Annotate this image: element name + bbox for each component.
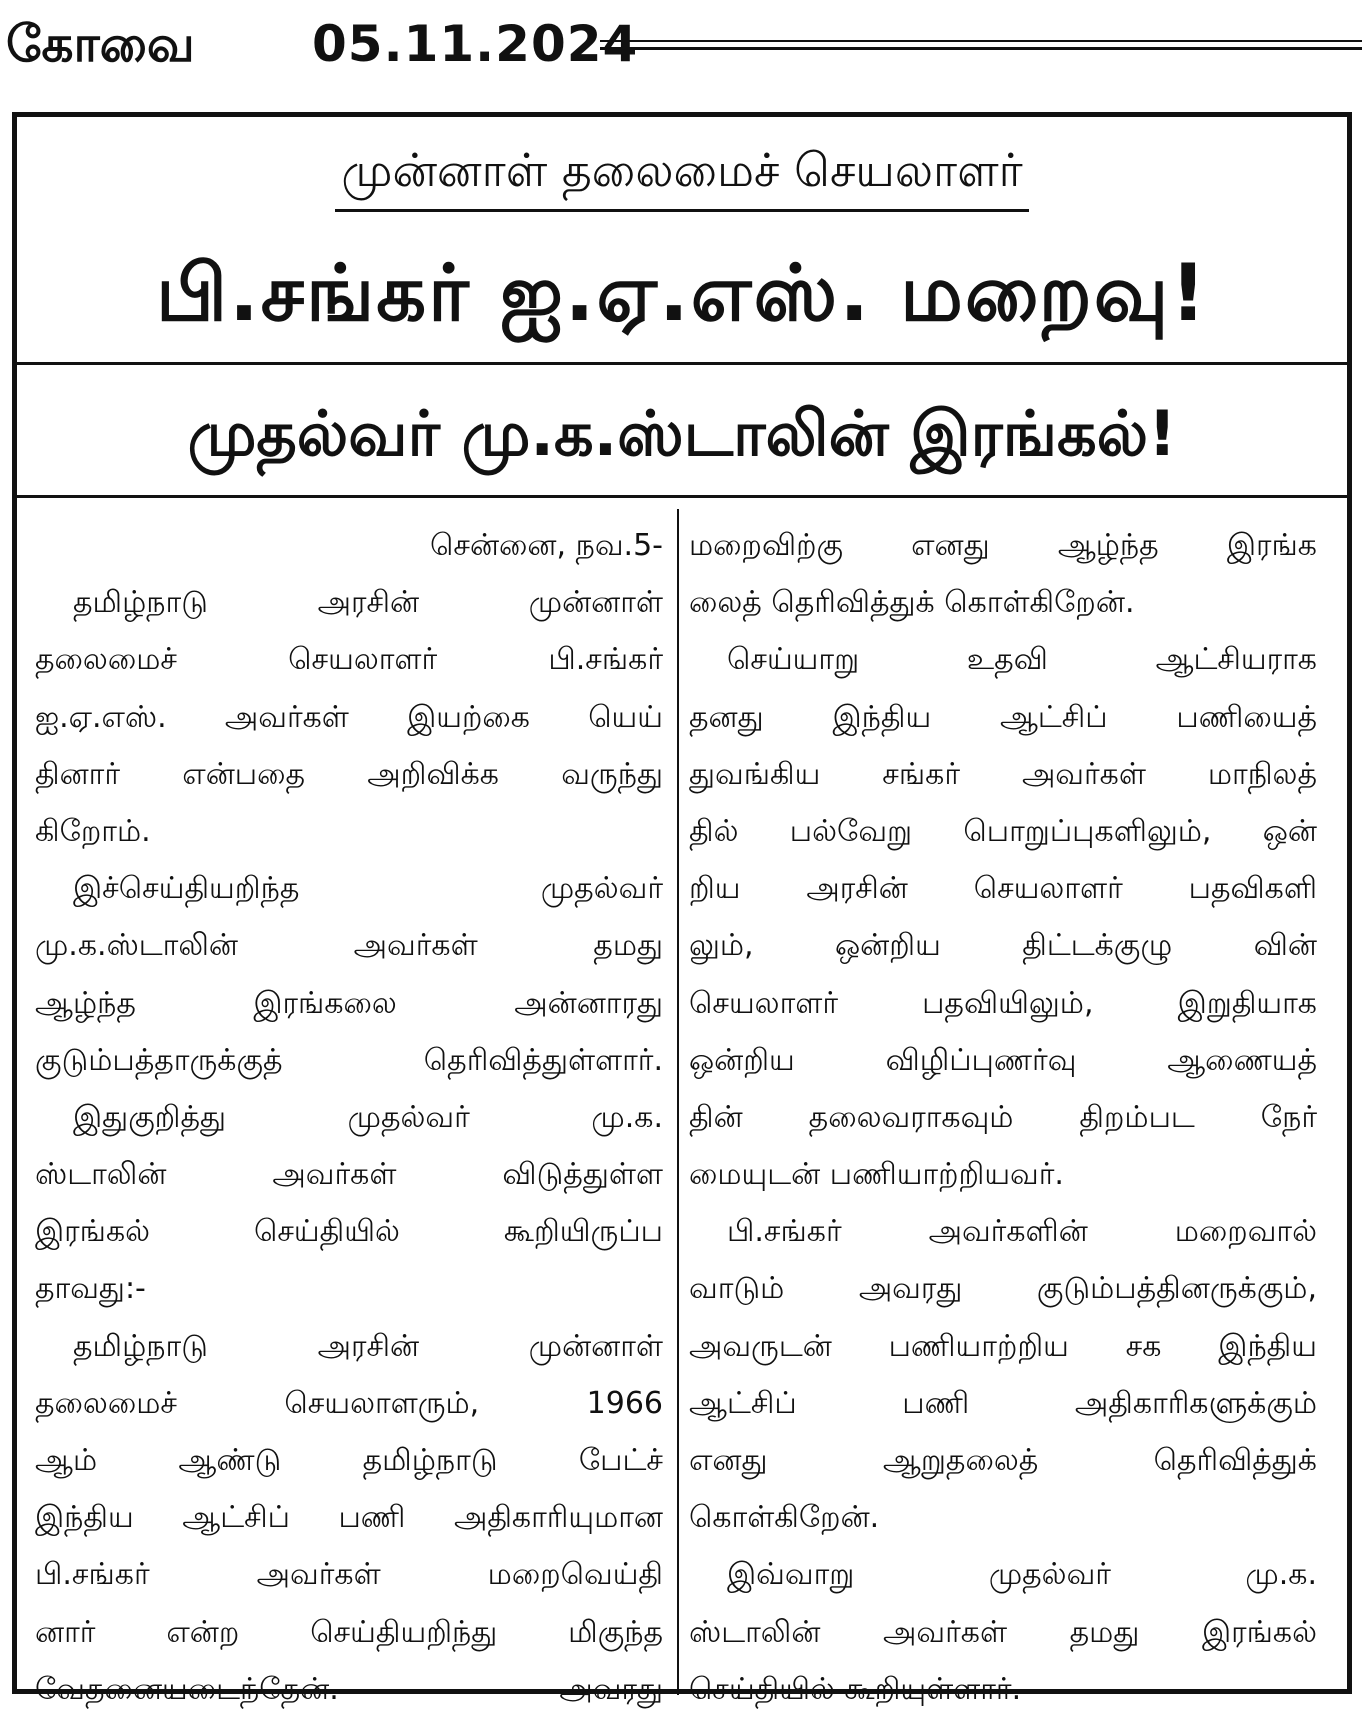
article-kicker [17,137,1347,212]
body-line: ஆழ்ந்த இரங்கலை அன்னாரது [35,985,663,1021]
body-line: மறைவிற்கு எனது ஆழ்ந்த இரங்க [689,528,1317,563]
headline-divider [17,362,1347,365]
body-line: கிறோம். [35,813,151,849]
body-line: இரங்கல் செய்தியில் கூறியிருப்ப [35,1214,663,1250]
body-line: கொள்கிறேன். [689,1500,880,1536]
left-column [35,517,663,1718]
body-line: ஆட்சிப் பணி அதிகாரிகளுக்கும் [689,1385,1317,1421]
body-line: பி.சங்கர் அவர்களின் மறைவால் [727,1214,1317,1250]
body-line: தினார் என்பதை அறிவிக்க வருந்து [35,756,663,792]
body-line: தின் தலைவராகவும் திறம்பட நேர் [689,1099,1317,1135]
column-divider [677,509,679,1695]
right-column [689,517,1317,1718]
body-line: தலைமைச் செயலாளர் பி.சங்கர் [35,642,663,678]
body-line: வாடும் அவரது குடும்பத்தினருக்கும், [689,1271,1317,1307]
body-line: எனது ஆறுதலைத் தெரிவித்துக் [689,1443,1317,1478]
body-line: தாவது:- [35,1271,146,1307]
masthead-rule [600,40,1362,50]
kicker-text: முன்னாள் தலைமைச் செயலாளர் [335,137,1028,212]
body-line: இதுகுறித்து முதல்வர் மு.க. [73,1099,663,1135]
body-line: இவ்வாறு முதல்வர் மு.க. [727,1557,1317,1593]
body-line: செயலாளர் பதவியிலும், இறுதியாக [689,985,1317,1021]
body-line: ஸ்டாலின் அவர்கள் விடுத்துள்ள [35,1157,663,1193]
body-line: குடும்பத்தாருக்குத் தெரிவித்துள்ளார். [35,1042,663,1078]
body-line: துவங்கிய சங்கர் அவர்கள் மாநிலத் [689,756,1317,792]
edition-place: கோவை [6,15,195,73]
dateline: சென்னை, நவ.5- [429,528,663,563]
body-line: தமிழ்நாடு அரசின் முன்னாள் [73,1328,663,1364]
body-line: தனது இந்திய ஆட்சிப் பணியைத் [689,699,1317,735]
article-frame [12,112,1352,1707]
body-line: இந்திய ஆட்சிப் பணி அதிகாரியுமான [35,1500,663,1536]
edition-date: 05.11.2024 [312,15,639,73]
body-line: றிய அரசின் செயலாளர் பதவிகளி [689,871,1317,907]
body-line: இச்செய்தியறிந்த முதல்வர் [73,871,663,907]
subheadline-divider [17,495,1347,498]
body-line: னார் என்ற செய்தியறிந்து மிகுந்த [35,1614,663,1650]
article-headline: பி.சங்கர் ஐ.ஏ.எஸ். மறைவு! [156,249,1208,339]
body-line: தமிழ்நாடு அரசின் முன்னாள் [73,585,663,621]
body-line: செய்தியில் கூறியுள்ளார். [689,1671,1022,1707]
body-line: மையுடன் பணியாற்றியவர். [689,1157,1064,1193]
body-line: லைத் தெரிவித்துக் கொள்கிறேன். [689,585,1135,621]
body-line: ஐ.ஏ.எஸ். அவர்கள் இயற்கை யெய் [35,699,663,735]
body-line: தலைமைச் செயலாளரும், 1966 [35,1385,663,1421]
body-line: லும், ஒன்றிய திட்டக்குழு வின் [689,928,1317,964]
article-subheadline: முதல்வர் மு.க.ஸ்டாலின் இரங்கல்! [187,397,1177,470]
masthead [0,0,1362,96]
body-line: தில் பல்வேறு பொறுப்புகளிலும், ஒன் [689,813,1317,849]
body-line: ஆம் ஆண்டு தமிழ்நாடு பேட்ச் [35,1443,663,1478]
body-line: ஒன்றிய விழிப்புணர்வு ஆணையத் [689,1042,1317,1078]
body-line: வேதனையடைந்தேன். அவரது [35,1671,663,1707]
body-line: செய்யாறு உதவி ஆட்சியராக [727,642,1317,678]
body-line: ஸ்டாலின் அவர்கள் தமது இரங்கல் [689,1614,1317,1650]
body-line: பி.சங்கர் அவர்கள் மறைவெய்தி [35,1557,663,1593]
body-line: அவருடன் பணியாற்றிய சக இந்திய [689,1328,1317,1364]
body-line: மு.க.ஸ்டாலின் அவர்கள் தமது [35,928,663,964]
